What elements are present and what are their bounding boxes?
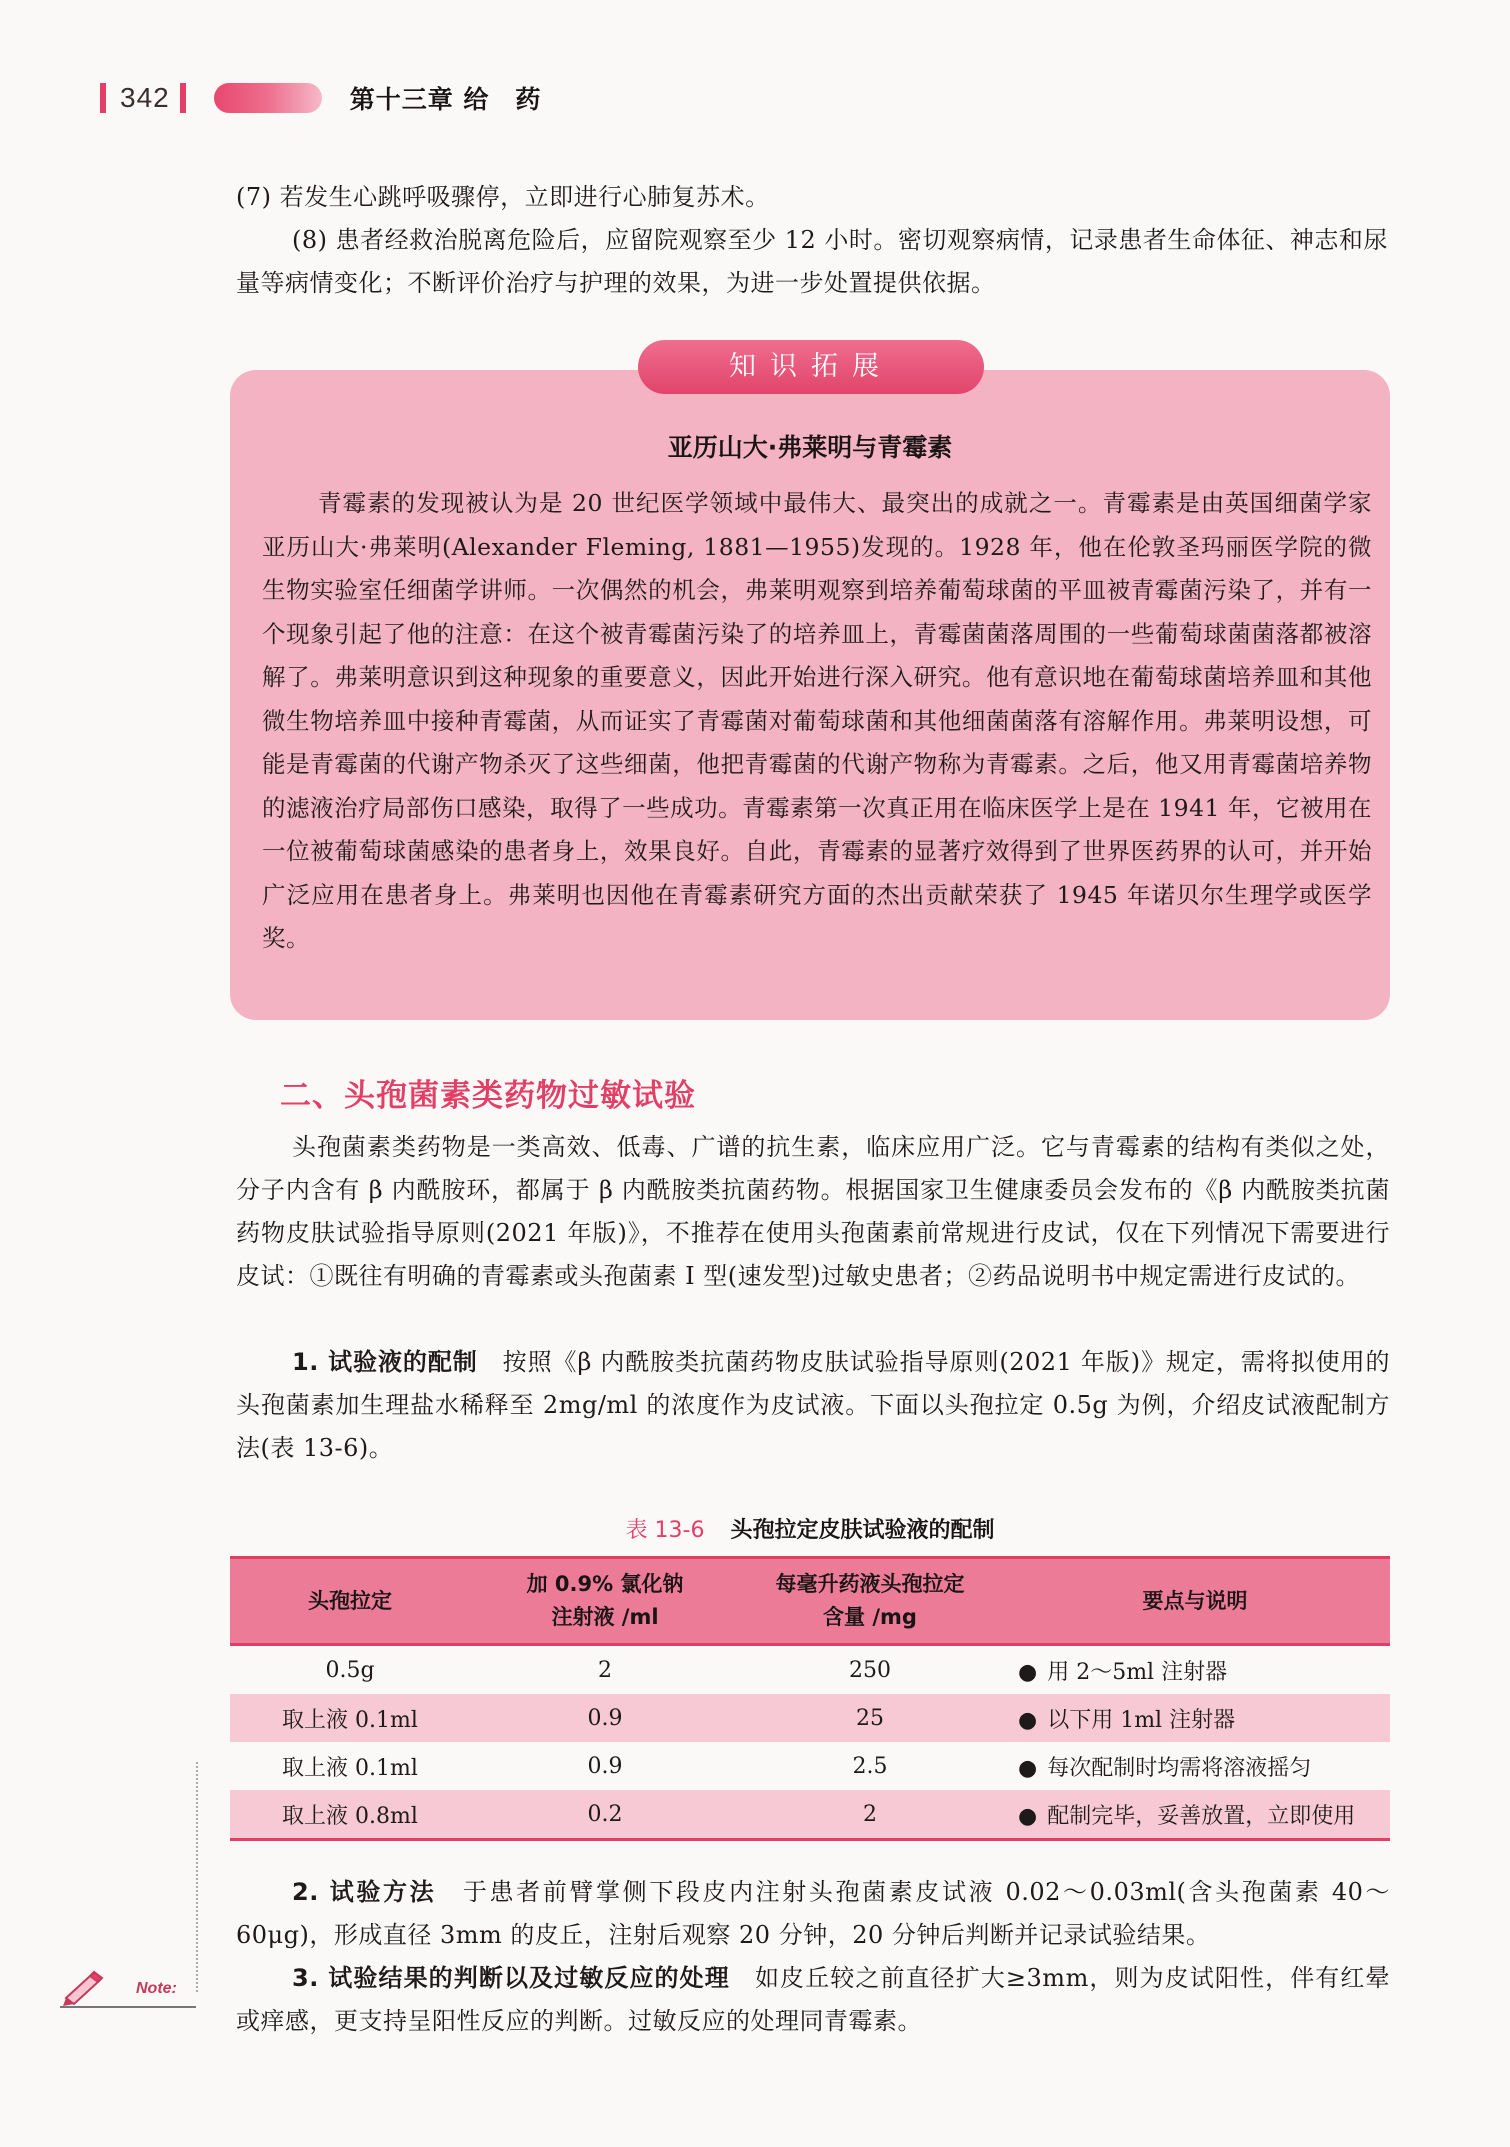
- table-cell: 25: [740, 1694, 1000, 1742]
- note-text: 以下用 1ml 注射器: [1047, 1707, 1236, 1733]
- note-rule: [60, 2006, 196, 2008]
- table-header: 每毫升药液头孢拉定 含量 /mg: [740, 1558, 1000, 1645]
- header-pill-decoration: [214, 83, 322, 113]
- section-heading: 二、头孢菌素类药物过敏试验: [280, 1078, 696, 1114]
- bullet-icon: ●: [1018, 1755, 1038, 1781]
- table-number: 表 13-6: [625, 1518, 705, 1543]
- table-row: [230, 1645, 1390, 1695]
- knowledge-title: 亚历山大·弗莱明与青霉素: [667, 433, 953, 462]
- bullet-icon: ●: [1018, 1659, 1038, 1685]
- table-cell-note: [1000, 1790, 1390, 1840]
- paragraph-8-text: (8) 患者经救治脱离危险后，应留院观察至少 12 小时。密切观察病情，记录患者生命体征、神志和尿量等病情变化；不断评价治疗与护理的效果，为进一步处置提供依据。: [236, 226, 1388, 297]
- table-header-row: [230, 1558, 1390, 1645]
- item-2-text: 于患者前臂掌侧下段皮内注射头孢菌素皮试液 0.02～0.03ml(含头孢菌素 40～60μg)，形成直径 3mm 的皮丘，注射后观察 20 分钟，20 分钟后判断并记录试验结果。: [236, 1878, 1391, 1949]
- table-cell: 取上液 0.8ml: [230, 1790, 470, 1840]
- table-cell: 取上液 0.1ml: [230, 1694, 470, 1742]
- chapter-title: 第十三章 给 药: [349, 85, 542, 114]
- table-cell-note: [1000, 1645, 1390, 1695]
- preparation-table: [230, 1556, 1390, 1841]
- note-label: Note:: [136, 1980, 177, 1997]
- table-cell: 2: [740, 1790, 1000, 1840]
- table-cell: 250: [849, 1657, 891, 1683]
- knowledge-body: 青霉素的发现被认为是 20 世纪医学领域中最伟大、最突出的成就之一。青霉素是由英国细菌学家亚历山大·弗莱明(Alexander Fleming, 1881—1955)发现的。1928 年，他在伦敦圣玛丽医学院的微生物实验室任细菌学讲师。一次偶然的机会，弗莱明观察到培养葡萄球菌的平皿被青霉菌污染了，并有一个现象引起了他的注意：在这个被青霉菌污染了的培养皿上，青霉菌菌落周围的一些葡萄球菌菌落都被溶解了。弗莱明意识到这种现象的重要意义，因此开始进行深入研究。他有意识地在葡萄球菌培养皿和其他微生物培养皿中接种青霉菌，从而证实了青霉菌对葡萄球菌和其他细菌菌落有溶解作用。弗莱明设想，可能是青霉菌的代谢产物杀灭了这些细菌，他把青霉菌的代谢产物称为青霉素。之后，他又用青霉菌培养物的滤液治疗局部伤口感染，取得了一些成功。青霉素第一次真正用在临床医学上是在 1941 年，它被用在一位被葡萄球菌感染的患者身上，效果良好。自此，青霉素的显著疗效得到了世界医药界的认可，并开始广泛应用在患者身上。弗莱明也因他在青霉素研究方面的杰出贡献荣获了 1945 年诺贝尔生理学或医学奖。: [262, 489, 1372, 952]
- table-row: [230, 1742, 1390, 1790]
- table-row: [230, 1694, 1390, 1742]
- header-bar-right: [180, 83, 186, 113]
- item-3: [236, 1957, 1390, 2043]
- page-number: 342: [120, 82, 170, 113]
- bullet-icon: ●: [1018, 1803, 1038, 1829]
- page-header: [100, 76, 541, 120]
- note-text: 用 2～5ml 注射器: [1047, 1659, 1228, 1685]
- paragraph-8: [236, 219, 1390, 305]
- item-1: [236, 1341, 1390, 1470]
- bullet-icon: ●: [1018, 1707, 1038, 1733]
- knowledge-tag: 知识拓展: [638, 340, 984, 394]
- table-cell-note: [1000, 1694, 1390, 1742]
- table-cell: 2.5: [852, 1753, 888, 1779]
- pencil-icon: [60, 1968, 110, 2008]
- table-title: 头孢拉定皮肤试验液的配制: [730, 1518, 995, 1543]
- item-2: [236, 1871, 1390, 1957]
- table-header: 加 0.9% 氯化钠 注射液 /ml: [470, 1558, 740, 1645]
- item-1-text: 按照《β 内酰胺类抗菌药物皮肤试验指导原则(2021 年版)》规定，需将拟使用的头孢菌素加生理盐水稀释至 2mg/ml 的浓度作为皮试液。下面以头孢拉定 0.5g 为例，介绍皮试液配制方法(表 13-6)。: [236, 1348, 1391, 1462]
- table-cell: 2: [598, 1657, 612, 1683]
- table-caption: [230, 1513, 1390, 1544]
- margin-dotted-line: [196, 1762, 198, 1992]
- table-cell: 取上液 0.1ml: [282, 1755, 418, 1781]
- paragraph-7: (7) 若发生心跳呼吸骤停，立即进行心肺复苏术。: [236, 183, 770, 211]
- table-cell-note: [1000, 1742, 1390, 1790]
- item-3-text: 如皮丘较之前直径扩大≥3mm，则为皮试阳性，伴有红晕或痒感，更支持呈阳性反应的判断。过敏反应的处理同青霉素。: [236, 1964, 1391, 2035]
- table-cell: 0.5g: [325, 1657, 375, 1683]
- item-2-title: 2. 试验方法: [292, 1878, 437, 1906]
- note-text: 配制完毕，妥善放置，立即使用: [1047, 1803, 1356, 1829]
- note-text: 每次配制时均需将溶液摇匀: [1047, 1755, 1312, 1781]
- item-1-title: 1. 试验液的配制: [292, 1348, 478, 1376]
- table-header: 要点与说明: [1000, 1558, 1390, 1645]
- table-cell: 0.9: [470, 1694, 740, 1742]
- table-header: 头孢拉定: [230, 1558, 470, 1645]
- item-3-title: 3. 试验结果的判断以及过敏反应的处理: [292, 1964, 730, 1992]
- section-intro: 头孢菌素类药物是一类高效、低毒、广谱的抗生素，临床应用广泛。它与青霉素的结构有类似之处，分子内含有 β 内酰胺环，都属于 β 内酰胺类抗菌药物。根据国家卫生健康委员会发布的《β 内酰胺类抗菌药物皮肤试验指导原则(2021 年版)》，不推荐在使用头孢菌素前常规进行皮试，仅在下列情况下需要进行皮试：①既往有明确的青霉素或头孢菌素 I 型(速发型)过敏史患者；②药品说明书中规定需进行皮试的。: [236, 1133, 1390, 1290]
- table-cell: 0.9: [587, 1753, 623, 1779]
- table-row: [230, 1790, 1390, 1840]
- header-bar-left: [100, 83, 106, 113]
- table-cell: 0.2: [470, 1790, 740, 1840]
